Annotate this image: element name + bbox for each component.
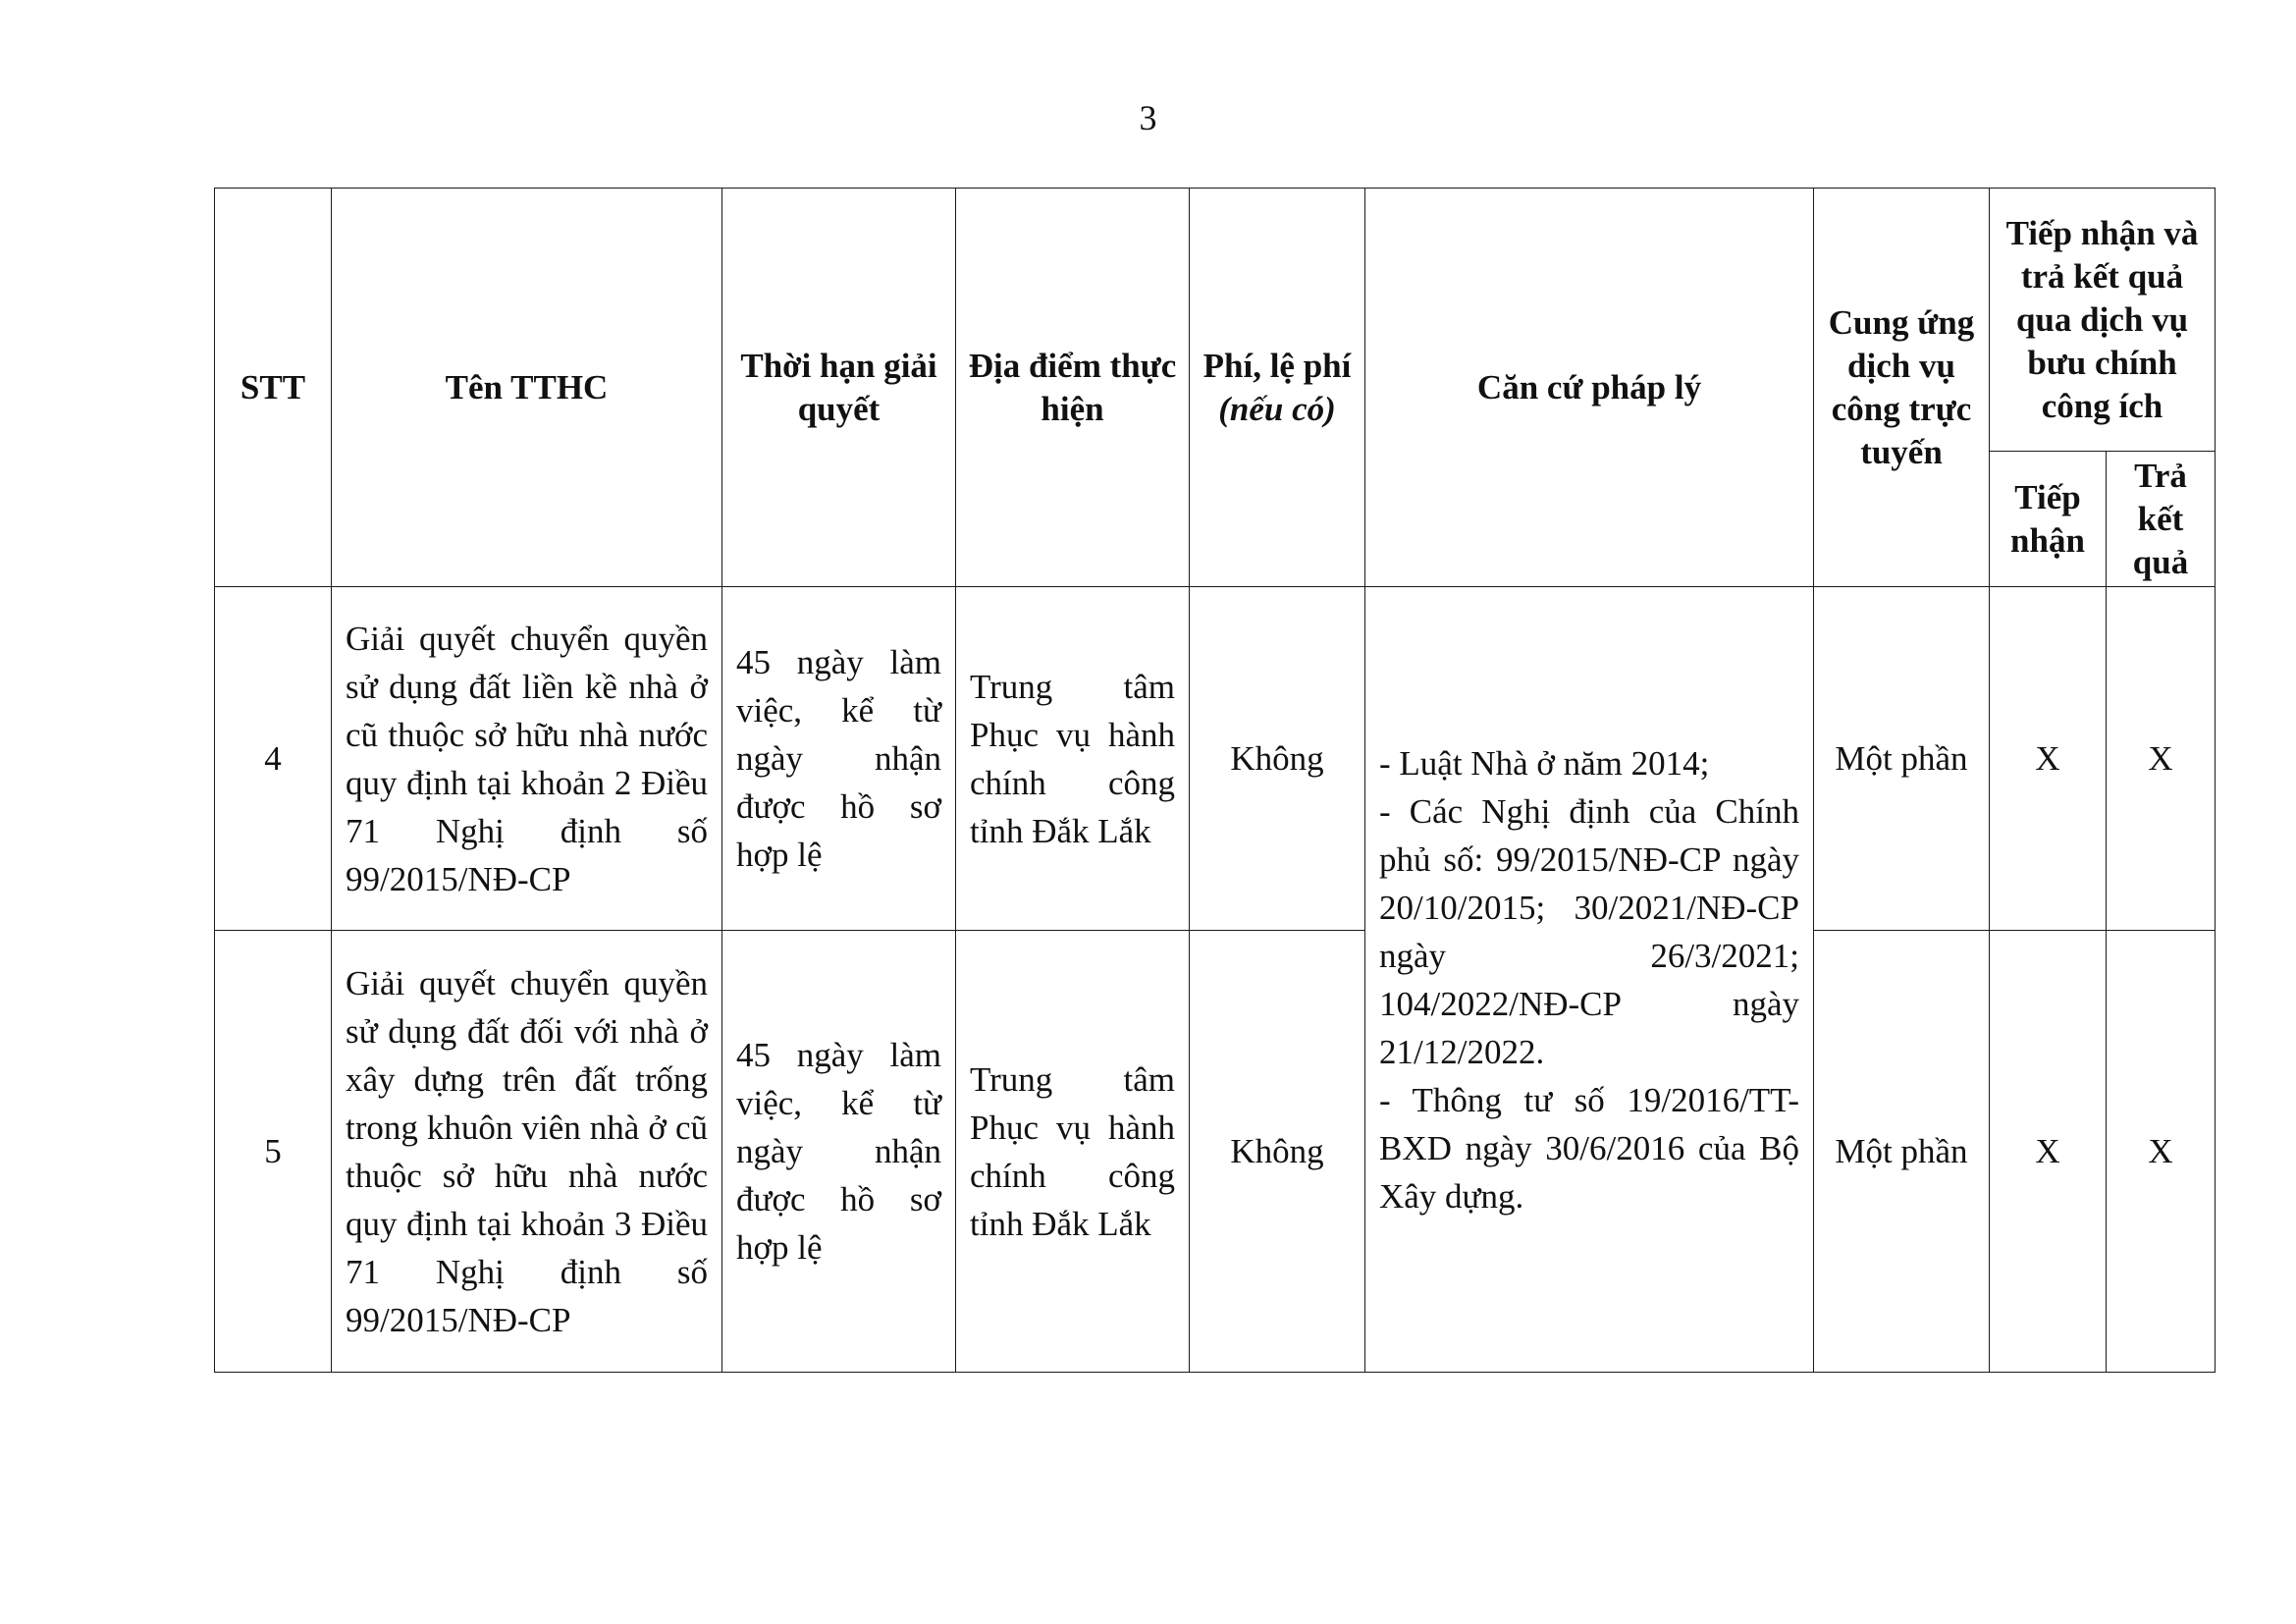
row-stt: 4: [215, 587, 332, 931]
header-thoi-han: Thời hạn giải quyết: [722, 189, 956, 587]
row-thoi-han: 45 ngày làm việc, kể từ ngày nhận được hồ sơ hợp lệ: [722, 931, 956, 1373]
row-dia-diem: Trung tâm Phục vụ hành chính công tỉnh Đắk Lắk: [956, 931, 1190, 1373]
row-tiep-nhan: X: [1990, 587, 2107, 931]
header-cung-ung: Cung ứng dịch vụ công trực tuyến: [1814, 189, 1990, 587]
row-thoi-han: 45 ngày làm việc, kể từ ngày nhận được hồ sơ hợp lệ: [722, 587, 956, 931]
table-row: [215, 931, 2216, 1373]
row-phi: Không: [1190, 587, 1365, 931]
header-neu-co: (nếu có): [1218, 389, 1336, 428]
page-number: 3: [1139, 98, 1157, 137]
header-dia-diem: Địa điểm thực hiện: [956, 189, 1190, 587]
table-row: [215, 587, 2216, 931]
row-stt: 5: [215, 931, 332, 1373]
header-ten-tthc: Tên TTHC: [332, 189, 722, 587]
legal-basis-line: - Các Nghị định của Chính phủ số: 99/2015/NĐ-CP ngày 20/10/2015; 30/2021/NĐ-CP ngày 26/3/2021; 104/2022/NĐ-CP ngày 21/12/2022.: [1379, 791, 1799, 1071]
row-ten-tthc: Giải quyết chuyển quyền sử dụng đất liền kề nhà ở cũ thuộc sở hữu nhà nước quy định tại khoản 2 Điều 71 Nghị định số 99/2015/NĐ-CP: [332, 587, 722, 931]
row-tiep-nhan: X: [1990, 931, 2107, 1373]
row-tra-ket-qua: X: [2107, 931, 2216, 1373]
header-phi-label: Phí, lệ phí: [1202, 346, 1352, 385]
header-phi-le-phi: [1190, 189, 1365, 587]
header-buu-chinh: Tiếp nhận và trả kết quả qua dịch vụ bưu chính công ích: [1990, 189, 2216, 452]
procedures-table: [214, 188, 2216, 1373]
legal-basis-line: - Thông tư số 19/2016/TT-BXD ngày 30/6/2016 của Bộ Xây dựng.: [1379, 1080, 1799, 1216]
can-cu-phap-ly-cell: [1365, 587, 1814, 1373]
row-phi: Không: [1190, 931, 1365, 1373]
table-header: [215, 189, 2216, 587]
header-can-cu: Căn cứ pháp lý: [1365, 189, 1814, 587]
row-dia-diem: Trung tâm Phục vụ hành chính công tỉnh Đắk Lắk: [956, 587, 1190, 931]
row-cung-ung: Một phần: [1814, 931, 1990, 1373]
row-cung-ung: Một phần: [1814, 587, 1990, 931]
legal-basis-line: - Luật Nhà ở năm 2014;: [1379, 743, 1710, 783]
header-tiep-nhan: Tiếp nhận: [1990, 452, 2107, 587]
row-ten-tthc: Giải quyết chuyển quyền sử dụng đất đối với nhà ở xây dựng trên đất trống trong khuôn viên nhà ở cũ thuộc sở hữu nhà nước quy định tại khoản 3 Điều 71 Nghị định số 99/2015/NĐ-CP: [332, 931, 722, 1373]
header-stt: STT: [215, 189, 332, 587]
row-tra-ket-qua: X: [2107, 587, 2216, 931]
header-tra-ket-qua: Trả kết quả: [2107, 452, 2216, 587]
